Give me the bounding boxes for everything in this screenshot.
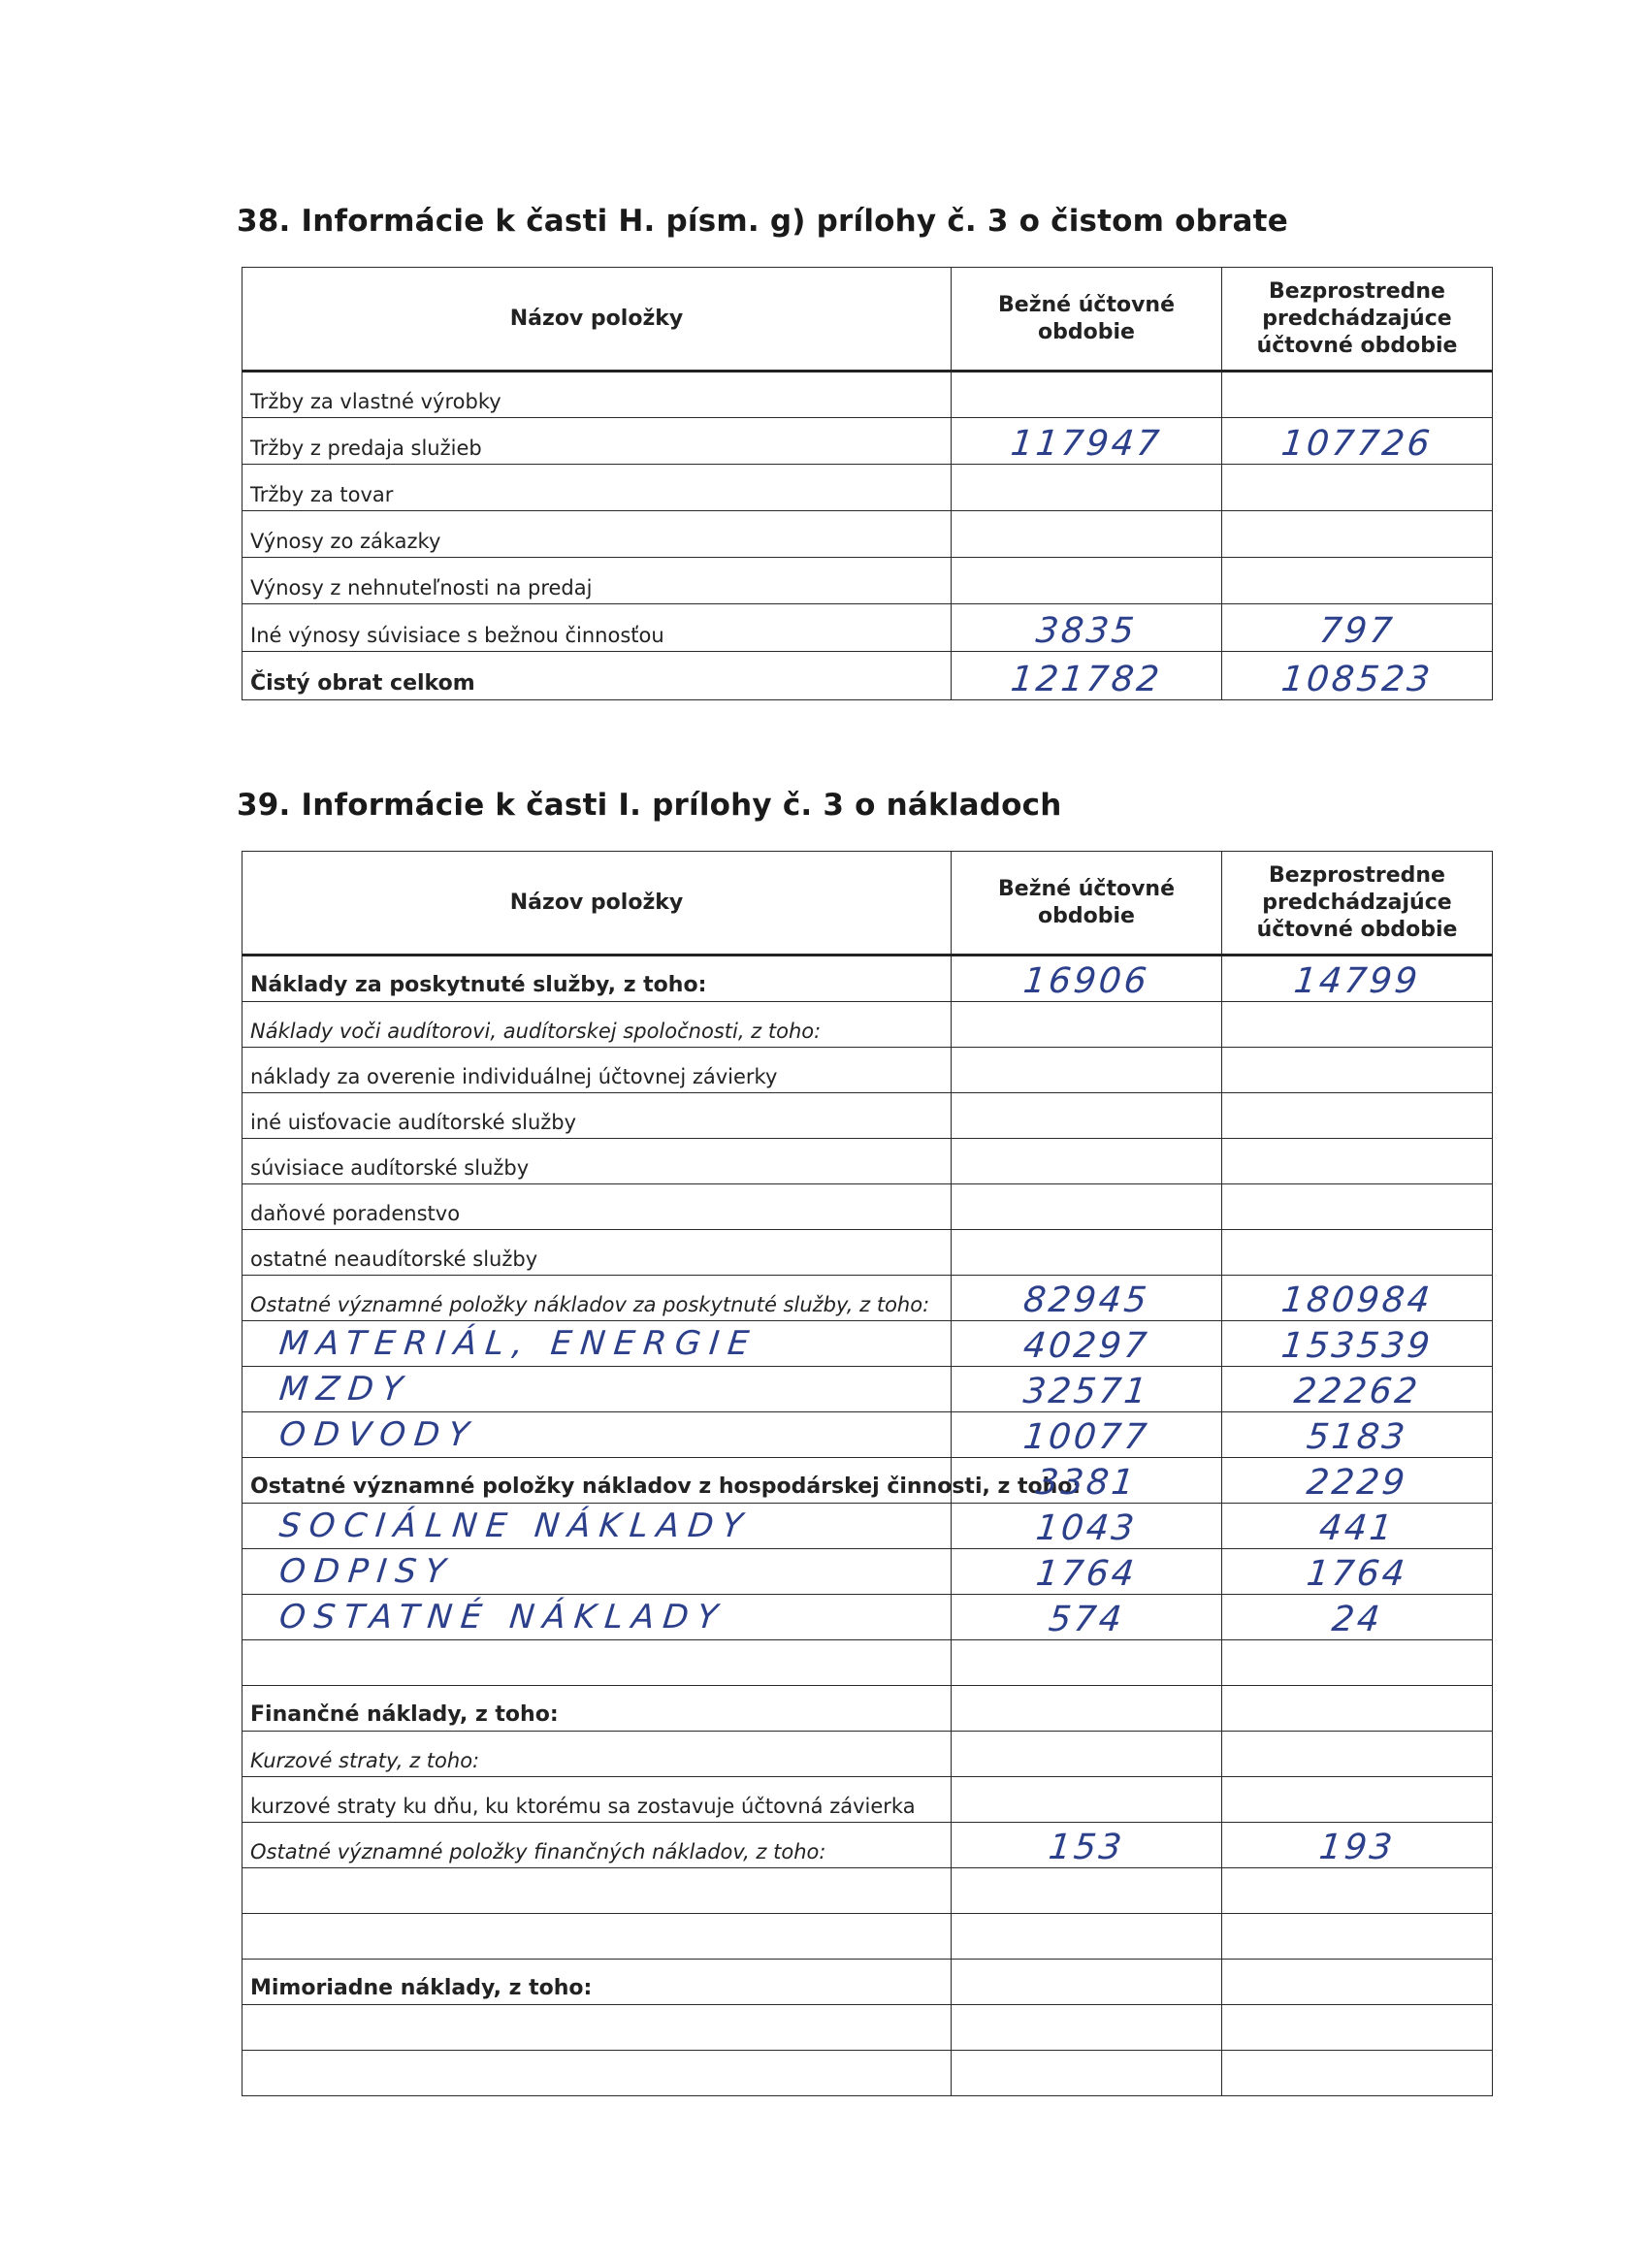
handwritten-value: 107726 <box>1279 424 1436 464</box>
row-label-handwritten-cell <box>242 1504 952 1549</box>
current-value-cell <box>952 1321 1222 1367</box>
handwritten-value: 10077 <box>1021 1417 1152 1457</box>
previous-value-cell <box>1222 604 1493 652</box>
row-label <box>242 1868 952 1914</box>
table-row <box>242 1595 1493 1640</box>
handwritten-value: 1764 <box>1034 1554 1140 1594</box>
current-value-cell <box>952 1595 1222 1640</box>
previous-value-cell <box>1222 1093 1493 1139</box>
previous-value-cell <box>1222 372 1493 418</box>
table-row <box>242 1184 1493 1230</box>
table-row <box>242 1048 1493 1093</box>
row-label: iné uisťovacie audítorské služby <box>242 1093 952 1139</box>
current-value-cell <box>952 1184 1222 1230</box>
previous-value-cell <box>1222 1002 1493 1048</box>
section-39-title: 39. Informácie k časti I. prílohy č. 3 o nákladoch <box>237 788 1062 823</box>
previous-value-cell <box>1222 1504 1493 1549</box>
table-row <box>242 465 1493 511</box>
previous-value-cell <box>1222 1458 1493 1504</box>
row-label-handwritten-cell <box>242 1549 952 1595</box>
table-row <box>242 1549 1493 1595</box>
table-costs <box>242 851 1493 2096</box>
previous-value-cell <box>1222 1914 1493 1960</box>
header-current-period: Bežné účtovné obdobie <box>952 268 1222 372</box>
header-previous-period: Bezprostredne predchádzajúce účtovné obdobie <box>1222 268 1493 372</box>
previous-value-cell <box>1222 1139 1493 1184</box>
row-label: Náklady voči audítorovi, audítorskej spoločnosti, z toho: <box>242 1002 952 1048</box>
handwritten-value: 1043 <box>1034 1508 1140 1548</box>
row-label: Tržby za tovar <box>242 465 952 511</box>
table-row-empty <box>242 1868 1493 1914</box>
handwritten-value: 153539 <box>1279 1326 1436 1366</box>
table-row <box>242 1823 1493 1868</box>
table-row <box>242 1367 1493 1412</box>
handwritten-value: 574 <box>1047 1600 1127 1639</box>
row-label-handwritten-cell <box>242 1321 952 1367</box>
table-row <box>242 418 1493 465</box>
table-row-empty <box>242 2051 1493 2096</box>
current-value-cell <box>952 1230 1222 1276</box>
row-label: Čistý obrat celkom <box>242 652 952 700</box>
table-row <box>242 1412 1493 1458</box>
row-label: Ostatné významné položky finančných nákladov, z toho: <box>242 1823 952 1868</box>
row-label: Náklady za poskytnuté služby, z toho: <box>242 956 952 1002</box>
table-row <box>242 1732 1493 1777</box>
previous-value-cell <box>1222 1412 1493 1458</box>
row-label: Mimoriadne náklady, z toho: <box>242 1960 952 2005</box>
previous-value-cell <box>1222 1732 1493 1777</box>
previous-value-cell <box>1222 1048 1493 1093</box>
row-label: Výnosy zo zákazky <box>242 511 952 558</box>
handwritten-value: 153 <box>1047 1828 1127 1867</box>
row-label-handwritten-cell <box>242 1367 952 1412</box>
previous-value-cell <box>1222 1367 1493 1412</box>
handwritten-label: ODPISY <box>277 1552 457 1591</box>
section-38-title: 38. Informácie k časti H. písm. g) prílohy č. 3 o čistom obrate <box>237 204 1288 239</box>
handwritten-value: 1764 <box>1305 1554 1410 1594</box>
current-value-cell <box>952 2051 1222 2096</box>
current-value-cell <box>952 956 1222 1002</box>
previous-value-cell <box>1222 2005 1493 2051</box>
previous-value-cell <box>1222 1276 1493 1321</box>
current-value-cell <box>952 604 1222 652</box>
table-row <box>242 956 1493 1002</box>
current-value-cell <box>952 1549 1222 1595</box>
table-row <box>242 1321 1493 1367</box>
handwritten-value: 16906 <box>1021 961 1152 1001</box>
current-value-cell <box>952 2005 1222 2051</box>
previous-value-cell <box>1222 1640 1493 1686</box>
previous-value-cell <box>1222 418 1493 465</box>
current-value-cell <box>952 1367 1222 1412</box>
previous-value-cell <box>1222 1823 1493 1868</box>
previous-value-cell <box>1222 1184 1493 1230</box>
table-net-turnover <box>242 267 1493 700</box>
row-label: ostatné neaudítorské služby <box>242 1230 952 1276</box>
row-label-handwritten-cell <box>242 1595 952 1640</box>
previous-value-cell <box>1222 2051 1493 2096</box>
handwritten-value: 22262 <box>1292 1372 1423 1411</box>
previous-value-cell <box>1222 1777 1493 1823</box>
table-row <box>242 558 1493 604</box>
table-row <box>242 1230 1493 1276</box>
handwritten-label: MATERIÁL, ENERGIE <box>277 1324 760 1363</box>
current-value-cell <box>952 511 1222 558</box>
row-label: Tržby z predaja služieb <box>242 418 952 465</box>
row-label-handwritten-cell <box>242 1412 952 1458</box>
handwritten-value: 14799 <box>1292 961 1423 1001</box>
previous-value-cell <box>1222 1230 1493 1276</box>
current-value-cell <box>952 1048 1222 1093</box>
previous-value-cell <box>1222 1595 1493 1640</box>
current-value-cell <box>952 1823 1222 1868</box>
table-row <box>242 1777 1493 1823</box>
table-row-empty <box>242 2005 1493 2051</box>
handwritten-label: SOCIÁLNE NÁKLADY <box>277 1507 754 1545</box>
row-label: Výnosy z nehnuteľnosti na predaj <box>242 558 952 604</box>
table-row <box>242 511 1493 558</box>
handwritten-label: OSTATNÉ NÁKLADY <box>277 1598 728 1636</box>
header-current-period: Bežné účtovné obdobie <box>952 852 1222 956</box>
row-label: kurzové straty ku dňu, ku ktorému sa zostavuje účtovná závierka <box>242 1777 952 1823</box>
current-value-cell <box>952 1686 1222 1732</box>
handwritten-value: 32571 <box>1021 1372 1152 1411</box>
handwritten-value: 108523 <box>1279 660 1436 699</box>
row-label: Iné výnosy súvisiace s bežnou činnosťou <box>242 604 952 652</box>
table-row <box>242 1276 1493 1321</box>
row-label: náklady za overenie individuálnej účtovnej závierky <box>242 1048 952 1093</box>
handwritten-value: 193 <box>1317 1828 1398 1867</box>
row-label: Finančné náklady, z toho: <box>242 1686 952 1732</box>
current-value-cell <box>952 1139 1222 1184</box>
handwritten-value: 121782 <box>1009 660 1165 699</box>
table-row <box>242 1504 1493 1549</box>
current-value-cell <box>952 1276 1222 1321</box>
current-value-cell <box>952 1914 1222 1960</box>
row-label <box>242 1640 952 1686</box>
table-row <box>242 1960 1493 2005</box>
current-value-cell <box>952 465 1222 511</box>
current-value-cell <box>952 1868 1222 1914</box>
row-label <box>242 1914 952 1960</box>
previous-value-cell <box>1222 1868 1493 1914</box>
current-value-cell <box>952 1960 1222 2005</box>
previous-value-cell <box>1222 558 1493 604</box>
handwritten-value: 180984 <box>1279 1280 1436 1320</box>
header-previous-period: Bezprostredne predchádzajúce účtovné obdobie <box>1222 852 1493 956</box>
handwritten-value: 441 <box>1317 1508 1398 1548</box>
current-value-cell <box>952 1458 1222 1504</box>
current-value-cell <box>952 1504 1222 1549</box>
previous-value-cell <box>1222 956 1493 1002</box>
row-label: daňové poradenstvo <box>242 1184 952 1230</box>
previous-value-cell <box>1222 1960 1493 2005</box>
current-value-cell <box>952 1093 1222 1139</box>
handwritten-label: MZDY <box>277 1370 413 1409</box>
current-value-cell <box>952 1412 1222 1458</box>
previous-value-cell <box>1222 652 1493 700</box>
current-value-cell <box>952 652 1222 700</box>
current-value-cell <box>952 1002 1222 1048</box>
handwritten-value: 3835 <box>1034 611 1140 651</box>
handwritten-value: 2229 <box>1305 1463 1410 1503</box>
current-value-cell <box>952 1732 1222 1777</box>
table-row-total <box>242 652 1493 700</box>
handwritten-value: 82945 <box>1021 1280 1152 1320</box>
current-value-cell <box>952 372 1222 418</box>
current-value-cell <box>952 558 1222 604</box>
row-label: Ostatné významné položky nákladov za poskytnuté služby, z toho: <box>242 1276 952 1321</box>
handwritten-value: 797 <box>1317 611 1398 651</box>
previous-value-cell <box>1222 465 1493 511</box>
table-row-empty <box>242 1914 1493 1960</box>
table-row <box>242 372 1493 418</box>
row-label: Kurzové straty, z toho: <box>242 1732 952 1777</box>
current-value-cell <box>952 1777 1222 1823</box>
row-label: Ostatné významné položky nákladov z hospodárskej činnosti, z toho: <box>242 1458 952 1504</box>
previous-value-cell <box>1222 511 1493 558</box>
row-label: súvisiace audítorské služby <box>242 1139 952 1184</box>
table-row <box>242 1002 1493 1048</box>
current-value-cell <box>952 1640 1222 1686</box>
header-item-name: Názov položky <box>242 852 952 956</box>
table-row <box>242 1686 1493 1732</box>
row-label <box>242 2005 952 2051</box>
table-row <box>242 604 1493 652</box>
table-row <box>242 1458 1493 1504</box>
row-label <box>242 2051 952 2096</box>
current-value-cell <box>952 418 1222 465</box>
row-label: Tržby za vlastné výrobky <box>242 372 952 418</box>
table-row-empty <box>242 1640 1493 1686</box>
handwritten-value: 117947 <box>1009 424 1165 464</box>
handwritten-value: 40297 <box>1021 1326 1152 1366</box>
previous-value-cell <box>1222 1686 1493 1732</box>
previous-value-cell <box>1222 1321 1493 1367</box>
table-row <box>242 1093 1493 1139</box>
handwritten-value: 3381 <box>1034 1463 1140 1503</box>
handwritten-label: ODVODY <box>277 1415 480 1454</box>
previous-value-cell <box>1222 1549 1493 1595</box>
handwritten-value: 24 <box>1330 1600 1385 1639</box>
header-item-name: Názov položky <box>242 268 952 372</box>
handwritten-value: 5183 <box>1305 1417 1410 1457</box>
table-row <box>242 1139 1493 1184</box>
